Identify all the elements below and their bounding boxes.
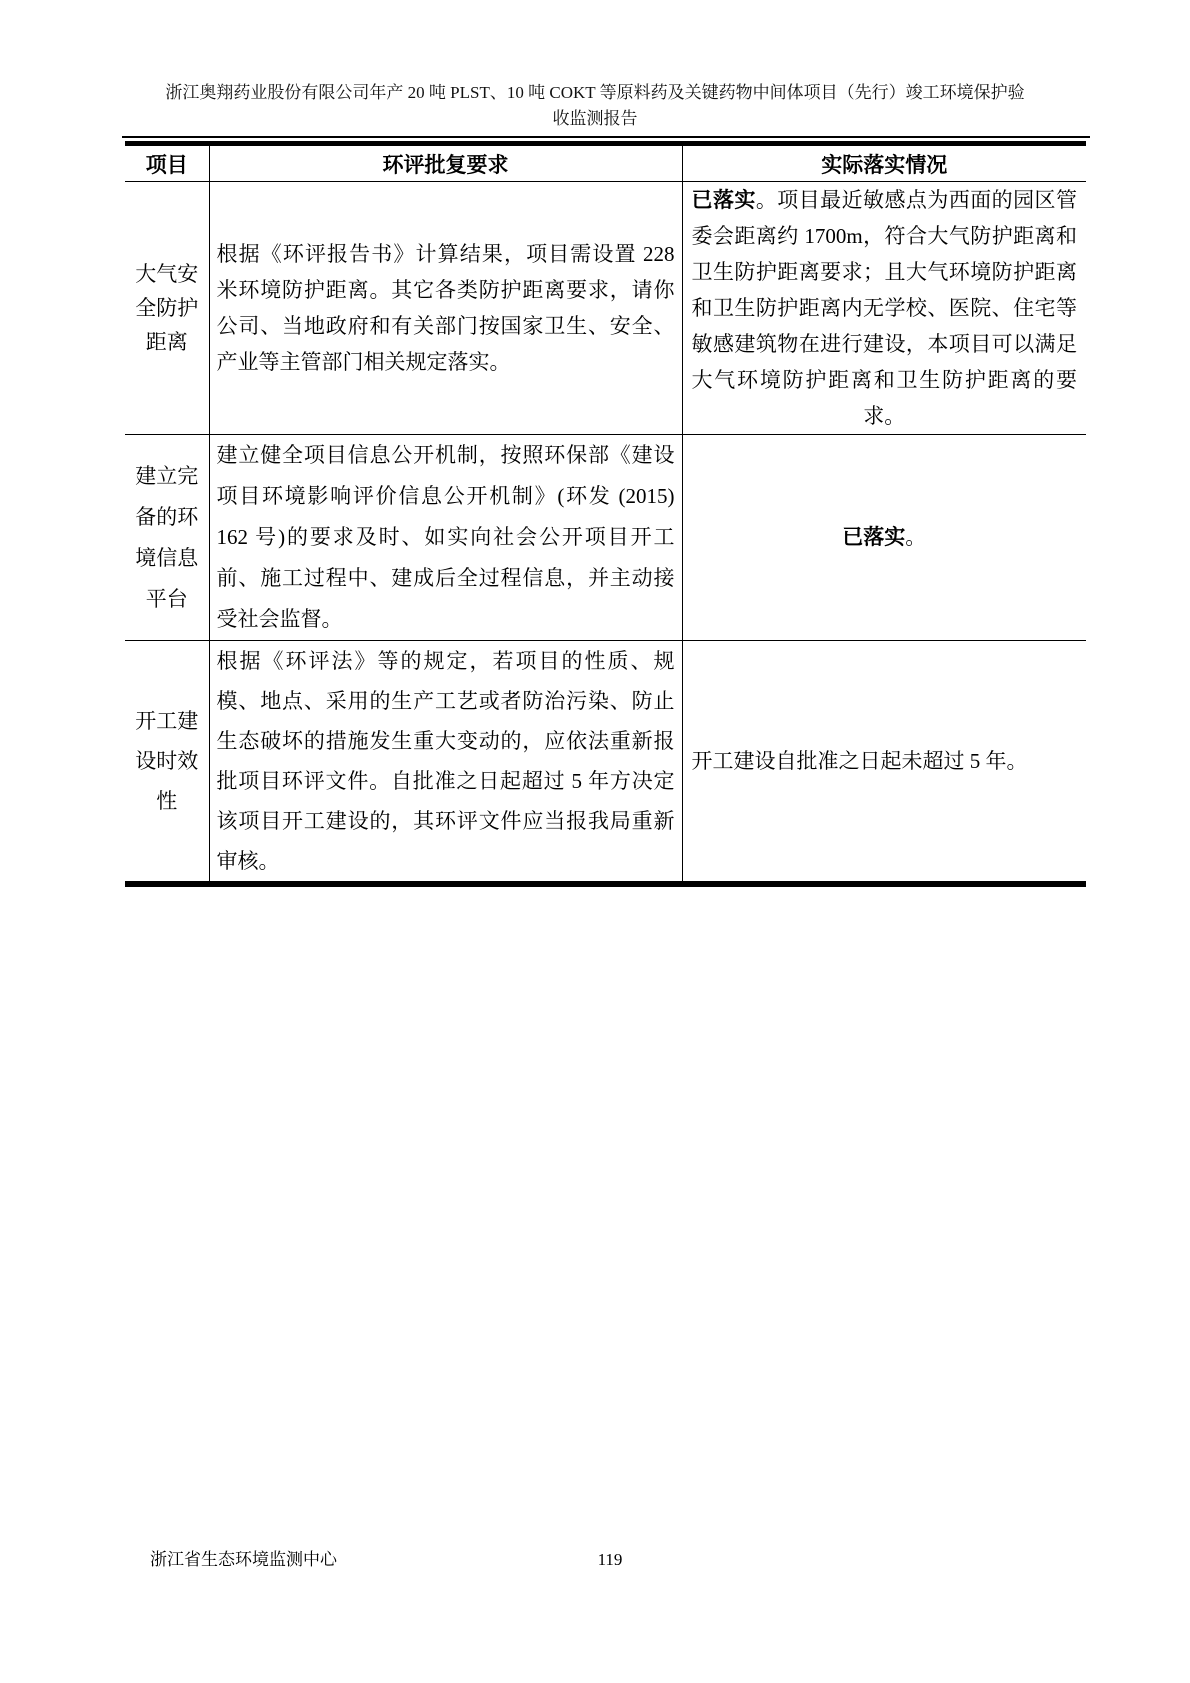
col-header-status: 实际落实情况 xyxy=(682,144,1086,182)
status-text: 。项目最近敏感点为西面的园区管委会距离约 1700m，符合大气防护距离和卫生防护距离要求；且大气环境防护距离和卫生防护距离内无学校、医院、住宅等敏感建筑物在进行建设，本项目可以满足大气环境防护距离和卫生防护距离的要求。 xyxy=(691,188,1078,428)
table-header-row xyxy=(125,144,1086,182)
running-head-line1: 浙江奥翔药业股份有限公司年产 20 吨 PLST、10 吨 COKT 等原料药及关键药物中间体项目（先行）竣工环境保护验 xyxy=(165,83,1025,102)
status-bold-text: 已落实 xyxy=(842,525,906,549)
running-head xyxy=(100,80,1090,132)
page-number: 119 xyxy=(597,1550,623,1569)
item-cell: 建立完备的环境信息平台 xyxy=(125,435,209,641)
requirement-cell: 根据《环评法》等的规定，若项目的性质、规模、地点、采用的生产工艺或者防治污染、防止生态破坏的措施发生重大变动的，应依法重新报批项目环评文件。自批准之日起超过 5 年方决定该项目开工建设的，其环评文件应当报我局重新审核。 xyxy=(209,641,682,885)
status-cell xyxy=(682,641,1086,885)
page-footer xyxy=(0,1545,1190,1575)
table-row xyxy=(125,435,1086,641)
running-head-line2: 收监测报告 xyxy=(552,109,638,128)
status-text: 开工建设自批准之日起未超过 5 年。 xyxy=(691,749,1028,773)
requirement-cell: 建立健全项目信息公开机制，按照环保部《建设项目环境影响评价信息公开机制》(环发 (2015) 162 号)的要求及时、如实向社会公开项目开工前、施工过程中、建成后全过程信息，并主动接受社会监督。 xyxy=(209,435,682,641)
status-bold-text: 已落实 xyxy=(691,188,756,212)
approval-requirements-table xyxy=(125,141,1086,887)
footer-organization: 浙江省生态环境监测中心 xyxy=(150,1550,337,1569)
col-header-requirement: 环评批复要求 xyxy=(209,144,682,182)
requirement-cell: 根据《环评报告书》计算结果，项目需设置 228 米环境防护距离。其它各类防护距离要求，请你公司、当地政府和有关部门按国家卫生、安全、产业等主管部门相关规定落实。 xyxy=(209,182,682,435)
status-cell xyxy=(682,435,1086,641)
table-row xyxy=(125,641,1086,885)
status-cell xyxy=(682,182,1086,435)
table-row xyxy=(125,182,1086,435)
item-cell: 开工建设时效性 xyxy=(125,641,209,885)
col-header-item: 项目 xyxy=(125,144,209,182)
status-text: 。 xyxy=(905,525,927,549)
header-rule xyxy=(122,136,1090,138)
item-cell: 大气安全防护距离 xyxy=(125,182,209,435)
